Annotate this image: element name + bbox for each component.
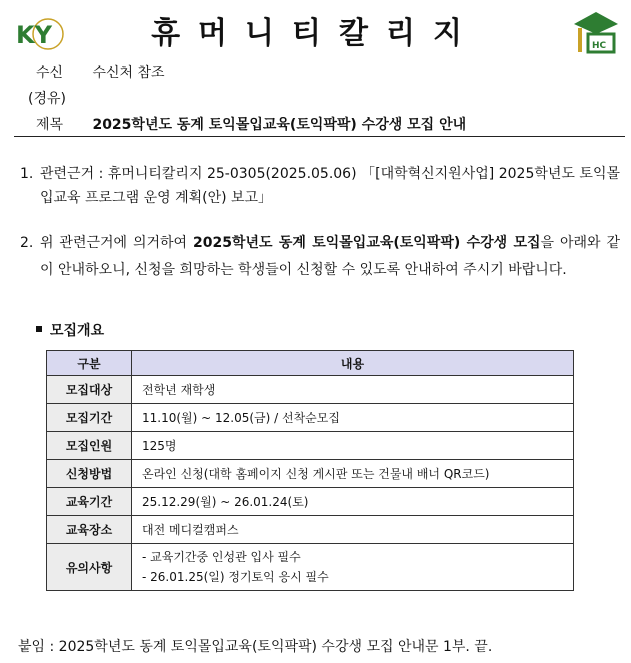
table-header-category: 구분 <box>47 351 132 376</box>
row-label: 모집기간 <box>47 404 132 432</box>
row-value: 전학년 재학생 <box>132 376 574 404</box>
table-row <box>47 432 574 460</box>
logo-lettering: KY <box>16 21 52 49</box>
note-item: - 26.01.25(일) 정기토익 응시 필수 <box>142 570 329 584</box>
row-label: 교육기간 <box>47 488 132 516</box>
recipient-value: 수신처 참조 <box>92 65 165 81</box>
item-text: 관련근거 : 휴머니티칼리지 25-0305(2025.05.06) 「[대학혁신지원사업] 2025학년도 토익몰입교육 프로그램 운영 계획(안) 보고」 <box>40 166 620 206</box>
row-value: 온라인 신청(대학 홈페이지 신청 게시판 또는 건물내 배너 QR코드) <box>132 460 574 488</box>
row-value: 11.10(월) ~ 12.05(금) / 선착순모집 <box>132 404 574 432</box>
row-value-notes <box>132 544 574 591</box>
body-item-2 <box>20 230 620 284</box>
row-label: 모집인원 <box>47 432 132 460</box>
row-label: 신청방법 <box>47 460 132 488</box>
org-title: 휴머니티칼리지 <box>151 16 480 51</box>
body-item-1 <box>20 162 620 210</box>
subject-label: 제목 <box>36 117 64 133</box>
row-label: 모집대상 <box>47 376 132 404</box>
note-item: - 교육기간중 인성관 입사 필수 <box>142 550 301 564</box>
section-heading <box>36 320 104 340</box>
header-divider <box>14 136 625 137</box>
via-row <box>28 88 66 108</box>
section-title: 모집개요 <box>50 323 105 339</box>
item-text <box>40 230 620 284</box>
row-label: 유의사항 <box>47 544 132 591</box>
item-number: 1. <box>20 166 34 182</box>
item-number: 2. <box>20 235 34 251</box>
attachment-note: 붙임 : 2025학년도 동계 토익몰입교육(토익팍팍) 수강생 모집 안내문 1부. 끝. <box>18 639 493 655</box>
table-row <box>47 488 574 516</box>
table-header-content: 내용 <box>132 351 574 376</box>
table-row-notes <box>47 544 574 591</box>
square-bullet-icon <box>36 326 42 332</box>
table-row <box>47 460 574 488</box>
recruitment-table <box>46 350 574 591</box>
table-row <box>47 404 574 432</box>
table-row <box>47 516 574 544</box>
table-header-row <box>47 351 574 376</box>
college-logo <box>570 10 622 56</box>
row-label: 교육장소 <box>47 516 132 544</box>
subject-row <box>36 114 466 134</box>
via-label: (경유) <box>28 91 66 107</box>
item-text-pre: 위 관련근거에 의거하여 <box>40 235 193 251</box>
logo-lettering: HC <box>592 41 607 51</box>
subject-value: 2025학년도 동계 토익몰입교육(토익팍팍) 수강생 모집 안내 <box>92 117 467 133</box>
item-text-bold: 2025학년도 동계 토익몰입교육(토익팍팍) 수강생 모집 <box>192 235 541 251</box>
recipient-row <box>36 62 165 82</box>
row-value: 대전 메디컬캠퍼스 <box>132 516 574 544</box>
row-value: 25.12.29(월) ~ 26.01.24(토) <box>132 488 574 516</box>
row-value: 125명 <box>132 432 574 460</box>
recipient-label: 수신 <box>36 65 64 81</box>
item-text-post: 을 아래와 같이 안내하오니, 신청을 희망하는 학생들이 신청할 수 있도록 안내하여 주시기 바랍니다. <box>40 235 620 278</box>
table-row <box>47 376 574 404</box>
